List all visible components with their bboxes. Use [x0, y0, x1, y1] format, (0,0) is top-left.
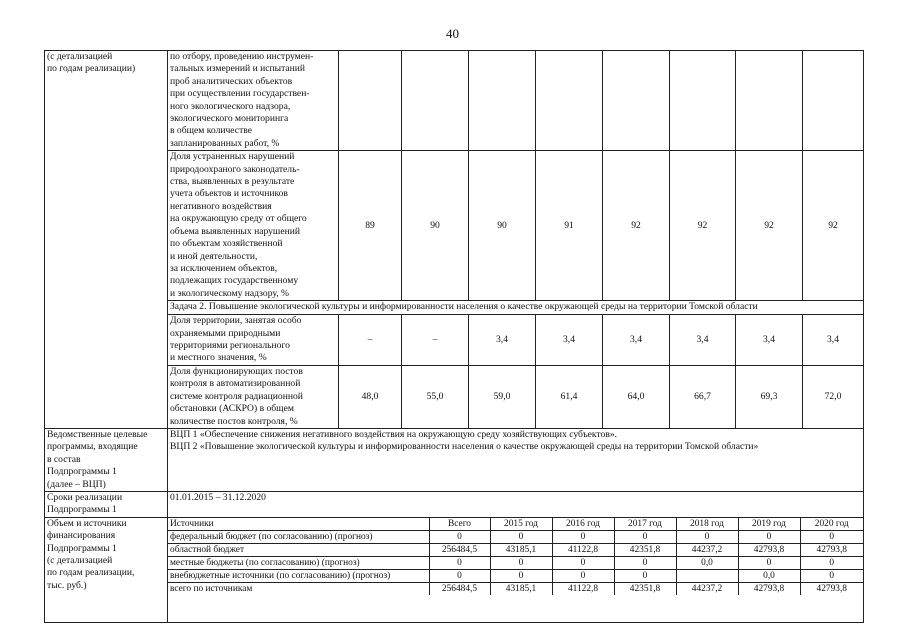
finance-header: 2020 год — [800, 518, 863, 531]
indicator-label: Доля функционирующих постов контроля в автоматизированной системе контроля радиационной обстановки (АСКРО) в общем количестве постов контроля, % — [168, 365, 339, 428]
finance-value: 0 — [676, 530, 738, 543]
indicator-value: 3,4 — [469, 315, 536, 366]
finance-value: 0 — [490, 569, 552, 582]
table-row — [45, 151, 864, 301]
finance-value: 0 — [738, 530, 800, 543]
finance-value: 0 — [429, 556, 490, 569]
finance-header: 2018 год — [676, 518, 738, 531]
finance-table — [168, 518, 863, 595]
table-row — [45, 301, 864, 315]
indicator-label: Доля устраненных нарушений природоохраного законодатель- ства, выявленных в результате учета объектов и источников негативного воздействия на окружающую среду от общего объема выявленных нарушений по объектам хозяйственной и иной деятельности, за исключением объектов, подлежащих государственному и экологическому надзору, % — [168, 151, 339, 301]
indicator-value: 92 — [670, 151, 736, 301]
indicator-label: Доля территории, занятая особо охраняемыми природными территориями регионального и местного значения, % — [168, 315, 339, 366]
indicator-value: 92 — [603, 151, 670, 301]
table-row — [45, 315, 864, 366]
finance-header: 2019 год — [738, 518, 800, 531]
indicator-label: по отбору, проведению инструмен- тальных измерений и испытаний проб аналитических объектов при осуществлении государствен- ного экологического надзора, экологического мониторинга в общем количестве запланированных работ, % — [168, 51, 339, 151]
indicator-value: 66,7 — [670, 365, 736, 428]
indicator-value: 3,4 — [603, 315, 670, 366]
indicator-value: 61,4 — [536, 365, 603, 428]
finance-row — [168, 556, 863, 569]
finance-value: 0 — [800, 569, 863, 582]
indicator-value: 90 — [469, 151, 536, 301]
table-row — [45, 517, 864, 622]
finance-source: местные бюджеты (по согласованию) (прогноз) — [168, 556, 429, 569]
finance-value: 42793,8 — [738, 582, 800, 595]
finance-value: 0 — [429, 569, 490, 582]
finance-value: 256484,5 — [429, 582, 490, 595]
finance-value: 0 — [800, 556, 863, 569]
indicator-value — [469, 51, 536, 151]
indicator-value: 90 — [402, 151, 469, 301]
finance-header-row — [168, 518, 863, 531]
finance-source: всего по источникам — [168, 582, 429, 595]
task-heading: Задача 2. Повышение экологической культуры и информированности населения о качестве окружающей среды на территории Томской области — [168, 301, 864, 315]
finance-value — [676, 569, 738, 582]
document-page — [44, 50, 863, 606]
table-row — [45, 51, 864, 151]
row-label-terms: Сроки реализации Подпрограммы 1 — [45, 491, 168, 517]
finance-source: федеральный бюджет (по согласованию) (прогноз) — [168, 530, 429, 543]
finance-value: 0 — [490, 530, 552, 543]
finance-value: 0 — [800, 530, 863, 543]
indicator-value: 72,0 — [803, 365, 864, 428]
finance-value: 0,0 — [738, 569, 800, 582]
indicator-value: – — [402, 315, 469, 366]
indicator-value: 3,4 — [536, 315, 603, 366]
finance-row — [168, 569, 863, 582]
row-label-detail: (с детализацией по годам реализации) — [45, 51, 168, 429]
finance-value: 41122,8 — [552, 543, 614, 556]
indicator-value: 69,3 — [736, 365, 803, 428]
indicator-value: 64,0 — [603, 365, 670, 428]
indicator-value — [736, 51, 803, 151]
indicator-value: – — [339, 315, 402, 366]
finance-header: Всего — [429, 518, 490, 531]
finance-value: 41122,8 — [552, 582, 614, 595]
terms-text: 01.01.2015 – 31.12.2020 — [168, 491, 864, 517]
indicator-value — [536, 51, 603, 151]
indicator-value — [670, 51, 736, 151]
indicator-value: 3,4 — [803, 315, 864, 366]
finance-value: 42351,8 — [614, 582, 676, 595]
finance-value: 0 — [552, 569, 614, 582]
indicator-value: 3,4 — [736, 315, 803, 366]
finance-header: 2016 год — [552, 518, 614, 531]
indicator-value: 92 — [736, 151, 803, 301]
table-row — [45, 491, 864, 517]
finance-row — [168, 543, 863, 556]
finance-value: 0,0 — [676, 556, 738, 569]
finance-value: 44237,2 — [676, 543, 738, 556]
indicator-value: 55,0 — [402, 365, 469, 428]
finance-value: 0 — [429, 530, 490, 543]
finance-value: 0 — [614, 530, 676, 543]
finance-header: 2015 год — [490, 518, 552, 531]
finance-value: 42351,8 — [614, 543, 676, 556]
table-row — [45, 428, 864, 491]
table-row — [45, 365, 864, 428]
subprogram-passport-table — [44, 50, 864, 623]
indicator-value: 59,0 — [469, 365, 536, 428]
finance-value: 0 — [552, 530, 614, 543]
row-label-vcp: Ведомственные целевые программы, входящие в состав Подпрограммы 1 (далее – ВЦП) — [45, 428, 168, 491]
finance-value: 256484,5 — [429, 543, 490, 556]
finance-value: 0 — [490, 556, 552, 569]
indicator-value: 91 — [536, 151, 603, 301]
finance-value: 0 — [614, 556, 676, 569]
finance-value: 0 — [614, 569, 676, 582]
finance-value: 42793,8 — [738, 543, 800, 556]
page-number: 40 — [446, 26, 459, 41]
finance-header: 2017 год — [614, 518, 676, 531]
finance-source: областной бюджет — [168, 543, 429, 556]
indicator-value: 89 — [339, 151, 402, 301]
indicator-value: 3,4 — [670, 315, 736, 366]
finance-value: 44237,2 — [676, 582, 738, 595]
indicator-value — [803, 51, 864, 151]
finance-value: 43185,1 — [490, 543, 552, 556]
indicator-value: 48,0 — [339, 365, 402, 428]
finance-value: 0 — [738, 556, 800, 569]
indicator-value: 92 — [803, 151, 864, 301]
finance-source: внебюджетные источники (по согласованию) (прогноз) — [168, 569, 429, 582]
finance-value: 42793,8 — [800, 582, 863, 595]
finance-value: 42793,8 — [800, 543, 863, 556]
row-label-finance: Объем и источники финансирования Подпрограммы 1 (с детализацией по годам реализации, тыс. руб.) — [45, 517, 168, 622]
finance-row — [168, 530, 863, 543]
indicator-value — [339, 51, 402, 151]
vcp-text: ВЦП 1 «Обеспечение снижения негативного воздействия на окружающую среду хозяйствующих субъектов». ВЦП 2 «Повышение экологической культуры и информированности населения о качестве окружающей среды на территории Томской области» — [168, 428, 864, 491]
indicator-value — [603, 51, 670, 151]
finance-header: Источники — [168, 518, 429, 531]
finance-cell — [168, 517, 864, 622]
indicator-value — [402, 51, 469, 151]
finance-value: 0 — [552, 556, 614, 569]
finance-value: 43185,1 — [490, 582, 552, 595]
finance-total-row — [168, 582, 863, 595]
